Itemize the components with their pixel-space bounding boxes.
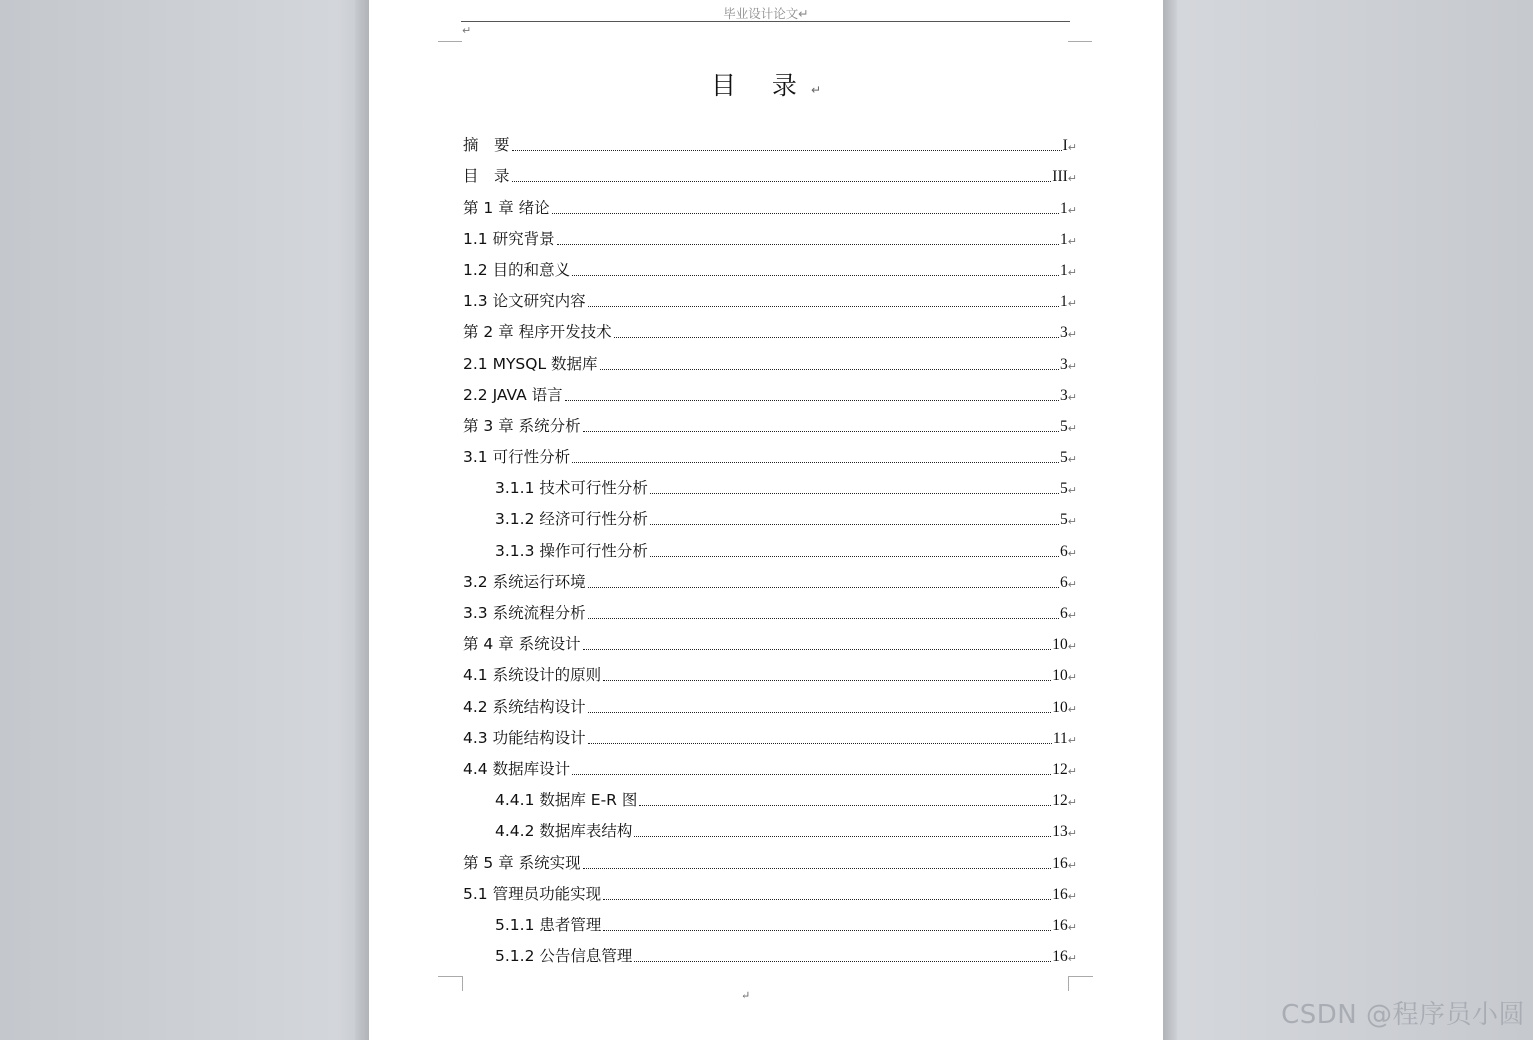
toc-entry-label: 4.2 系统结构设计: [463, 697, 586, 716]
toc-title-text: 目 录: [710, 71, 811, 100]
toc-entry-label: 4.4.2 数据库表结构: [495, 822, 633, 841]
paragraph-mark: ↵: [1067, 827, 1077, 841]
toc-entry[interactable]: [463, 282, 1077, 313]
paragraph-mark: ↵: [1067, 141, 1077, 155]
toc-leader-dots: [603, 680, 1051, 681]
toc-entry-label: 4.3 功能结构设计: [463, 728, 586, 747]
toc-leader-dots: [583, 868, 1052, 869]
toc-entry-page: 6: [1060, 605, 1068, 622]
toc-entry-label: 1.2 目的和意义: [463, 260, 571, 279]
paragraph-mark: ↵: [1067, 453, 1077, 467]
page-shadow-right: [1163, 0, 1177, 1040]
toc-leader-dots: [650, 524, 1059, 525]
toc-entry-label: 第 3 章 系统分析: [463, 416, 581, 435]
toc-entry-page: 10: [1052, 698, 1068, 716]
toc-entry[interactable]: [463, 469, 1077, 500]
toc-leader-dots: [650, 493, 1059, 494]
toc-entry-page: 1: [1060, 199, 1068, 217]
paragraph-mark: ↵: [1067, 390, 1077, 404]
toc-entry-page: 10: [1052, 636, 1068, 654]
toc-entry-page: 5: [1060, 449, 1068, 467]
toc-leader-dots: [572, 774, 1051, 775]
toc-title: [369, 66, 1163, 102]
toc-entry-page: 5: [1060, 511, 1068, 529]
toc-entry[interactable]: [463, 625, 1077, 656]
toc-entry-page: 13: [1052, 823, 1068, 841]
paragraph-mark: ↵: [1067, 671, 1077, 685]
paragraph-mark: ↵: [1067, 764, 1077, 778]
toc-leader-dots: [634, 961, 1051, 962]
toc-entry-page: 3: [1060, 355, 1068, 373]
toc-entry-page: I: [1062, 137, 1068, 155]
toc-leader-dots: [552, 213, 1059, 214]
paragraph-mark: ↵: [810, 83, 821, 97]
toc-entry-label: 第 4 章 系统设计: [463, 635, 581, 654]
crop-mark-top-right: [1068, 41, 1092, 42]
toc-entry[interactable]: [463, 188, 1077, 219]
paragraph-mark: ↵: [1067, 609, 1077, 622]
toc-leader-dots: [583, 431, 1059, 432]
paragraph-mark: ↵: [1067, 920, 1077, 934]
paragraph-mark: ↵: [1067, 889, 1077, 903]
paragraph-mark: ↵: [462, 24, 472, 37]
toc-leader-dots: [588, 618, 1059, 619]
toc-entry-page: 12: [1052, 792, 1068, 810]
toc-entry-label: 1.1 研究背景: [463, 229, 555, 248]
toc-entry-page: 5: [1060, 480, 1068, 498]
toc-leader-dots: [572, 275, 1059, 276]
toc-entry[interactable]: [463, 220, 1077, 251]
toc-entry-label: 4.1 系统设计的原则: [463, 666, 602, 685]
paragraph-mark: ↵: [1067, 421, 1077, 435]
toc-entry-label: 摘 要: [463, 136, 510, 155]
toc-leader-dots: [572, 462, 1059, 463]
toc-entry[interactable]: [463, 781, 1077, 812]
toc-entry[interactable]: [463, 500, 1077, 531]
toc-entry[interactable]: [463, 563, 1077, 594]
toc-leader-dots: [639, 805, 1051, 806]
toc-entry-page: 16: [1052, 948, 1068, 966]
toc-entry-label: 5.1.1 患者管理: [495, 915, 602, 934]
toc-leader-dots: [588, 743, 1052, 744]
toc-entry-label: 3.1.3 操作可行性分析: [495, 541, 648, 560]
toc-entry[interactable]: [463, 313, 1077, 344]
toc-entry-page: 6: [1060, 573, 1068, 591]
toc-entry-page: III: [1052, 168, 1068, 186]
toc-entry-label: 4.4 数据库设计: [463, 759, 571, 778]
toc-entry[interactable]: [463, 750, 1077, 781]
toc-leader-dots: [512, 181, 1052, 182]
toc-entry-page: 3: [1060, 324, 1068, 342]
toc-entry-label: 5.1.2 公告信息管理: [495, 947, 633, 966]
toc-entry[interactable]: [463, 251, 1077, 282]
toc-entry[interactable]: [463, 875, 1077, 906]
toc-entry-label: 3.1 可行性分析: [463, 448, 571, 467]
toc-entry-label: 3.1.1 技术可行性分析: [495, 479, 648, 498]
toc-entry-page: 5: [1060, 417, 1068, 435]
toc-leader-dots: [603, 930, 1051, 931]
toc-leader-dots: [557, 244, 1059, 245]
paragraph-mark: ↵: [1067, 234, 1077, 248]
paragraph-mark: ↵: [1067, 577, 1077, 591]
toc-entry[interactable]: [463, 594, 1077, 625]
toc-entry-label: 3.2 系统运行环境: [463, 572, 586, 591]
toc-entry[interactable]: [463, 656, 1077, 687]
crop-mark-bottom-left: [438, 976, 463, 991]
paragraph-mark: ↵: [1067, 640, 1077, 654]
toc-entry-page: 1: [1060, 261, 1068, 279]
toc-entry-label: 1.3 论文研究内容: [463, 292, 586, 311]
toc-entry-label: 2.2 JAVA 语言: [463, 385, 563, 404]
toc-entry-page: 6: [1060, 542, 1068, 560]
paragraph-mark: ↵: [1067, 858, 1077, 872]
toc-leader-dots: [512, 150, 1062, 151]
toc-leader-dots: [565, 400, 1059, 401]
toc-leader-dots: [583, 649, 1052, 650]
toc-entry[interactable]: [463, 126, 1077, 157]
crop-mark-top-left: [438, 41, 462, 42]
paragraph-mark: ↵: [1067, 297, 1077, 311]
paragraph-mark: ↵: [1067, 484, 1077, 498]
toc-leader-dots: [588, 306, 1059, 307]
toc-entry[interactable]: [463, 843, 1077, 874]
toc-entry[interactable]: [463, 531, 1077, 562]
toc-leader-dots: [614, 337, 1059, 338]
paragraph-mark: ↵: [1067, 172, 1077, 186]
toc-entry[interactable]: [463, 812, 1077, 843]
toc-entry[interactable]: [463, 438, 1077, 469]
toc-entry[interactable]: [463, 719, 1077, 750]
toc-entry[interactable]: [463, 687, 1077, 718]
toc-entry-page: 16: [1052, 885, 1068, 903]
toc-entry-label: 3.1.2 经济可行性分析: [495, 510, 648, 529]
page-header: 毕业设计论文↵: [723, 6, 809, 21]
toc-entry-page: 16: [1052, 916, 1068, 934]
toc-leader-dots: [600, 369, 1060, 370]
toc-entry-page: 11: [1052, 729, 1068, 747]
toc-leader-dots: [603, 899, 1051, 900]
paragraph-mark: ↵: [741, 990, 751, 1002]
paragraph-mark: ↵: [1067, 796, 1077, 810]
table-of-contents: [463, 126, 1077, 968]
toc-leader-dots: [650, 556, 1059, 557]
toc-entry[interactable]: [463, 376, 1077, 407]
toc-entry-label: 4.4.1 数据库 E-R 图: [495, 791, 638, 810]
paragraph-mark: ↵: [1067, 702, 1077, 716]
page-shadow-left: [355, 0, 369, 1040]
paragraph-mark: ↵: [1067, 265, 1077, 279]
toc-entry-label: 第 2 章 程序开发技术: [463, 323, 612, 342]
toc-entry-page: 1: [1060, 293, 1068, 311]
toc-entry-page: 1: [1060, 230, 1068, 248]
toc-entry[interactable]: [463, 937, 1077, 968]
paragraph-mark: ↵: [1067, 515, 1077, 529]
paragraph-mark: ↵: [1067, 328, 1077, 342]
toc-entry-page: 12: [1052, 760, 1068, 778]
header-rule: [461, 21, 1070, 22]
toc-entry-label: 2.1 MYSQL 数据库: [463, 354, 598, 373]
toc-leader-dots: [588, 712, 1052, 713]
toc-entry-page: 3: [1060, 386, 1068, 404]
paragraph-mark: ↵: [1067, 546, 1077, 560]
toc-entry-label: 3.3 系统流程分析: [463, 604, 586, 622]
toc-entry[interactable]: [463, 407, 1077, 438]
paragraph-mark: ↵: [1067, 952, 1077, 966]
toc-entry[interactable]: [463, 906, 1077, 937]
toc-leader-dots: [634, 836, 1051, 837]
toc-entry-page: 10: [1052, 667, 1068, 685]
document-page[interactable]: [369, 0, 1163, 1040]
toc-entry-label: 5.1 管理员功能实现: [463, 884, 602, 903]
toc-entry-label: 第 1 章 绪论: [463, 198, 550, 217]
toc-entry-page: 16: [1052, 854, 1068, 872]
paragraph-mark: ↵: [1067, 733, 1077, 747]
toc-entry-label: 目 录: [463, 167, 510, 186]
toc-leader-dots: [588, 587, 1059, 588]
toc-entry[interactable]: [463, 157, 1077, 188]
paragraph-mark: ↵: [1067, 203, 1077, 217]
crop-mark-bottom-right: [1068, 976, 1093, 991]
toc-entry[interactable]: [463, 344, 1077, 375]
watermark: CSDN @程序员小圆: [1281, 1000, 1525, 1030]
toc-entry-label: 第 5 章 系统实现: [463, 853, 581, 872]
paragraph-mark: ↵: [1067, 359, 1077, 373]
